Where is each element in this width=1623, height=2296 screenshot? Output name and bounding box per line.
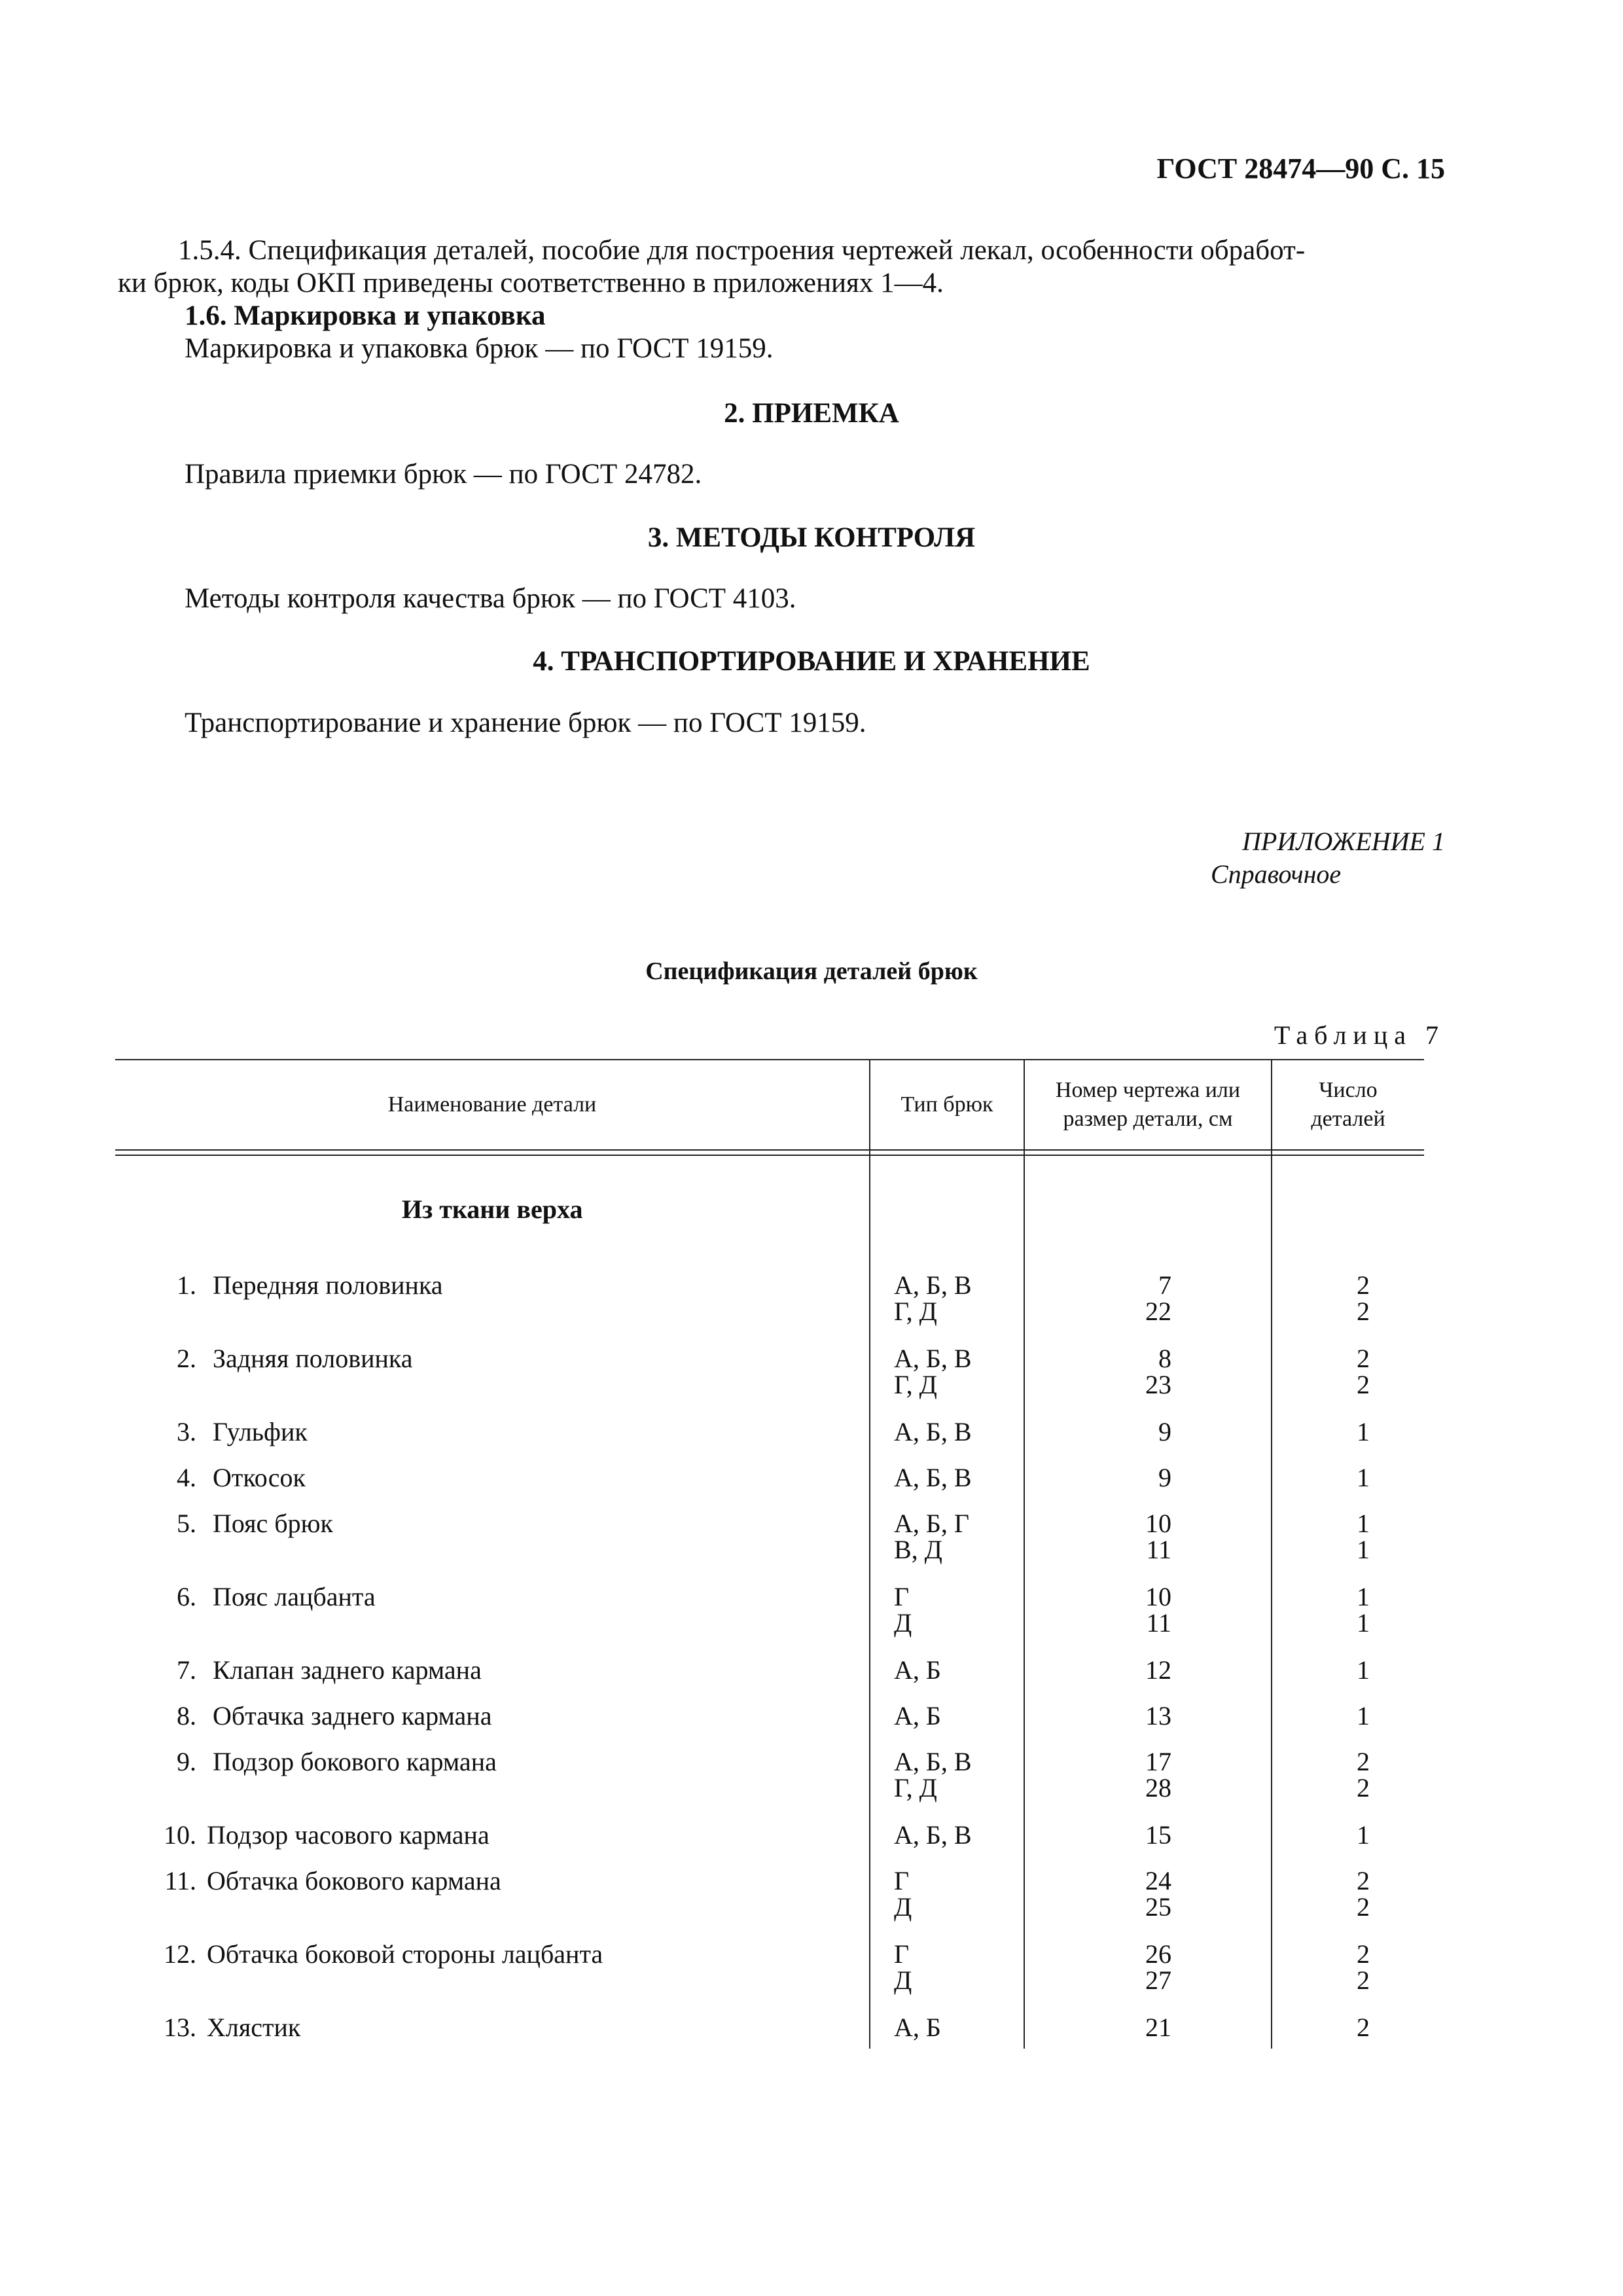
header-name: Наименование детали <box>387 1092 597 1117</box>
row-name: Обтачка заднего кармана <box>213 1701 492 1731</box>
table-col-divider-3 <box>1271 1059 1272 2049</box>
header-type: Тип брюк <box>901 1092 993 1117</box>
row-drawing: 27 <box>1145 1965 1171 1995</box>
row-count: 2 <box>1357 1747 1370 1776</box>
row-name: Пояс брюк <box>213 1509 333 1538</box>
row-drawing: 11 <box>1146 1608 1171 1638</box>
row-drawing: 26 <box>1145 1939 1171 1969</box>
row-count: 2 <box>1357 1773 1370 1803</box>
section-4-title: 4. ТРАНСПОРТИРОВАНИЕ И ХРАНЕНИЕ <box>533 646 1090 677</box>
row-count: 2 <box>1357 1297 1370 1326</box>
row-count: 1 <box>1357 1820 1370 1850</box>
row-name: Гульфик <box>213 1417 308 1446</box>
row-name: Хлястик <box>207 2013 301 2042</box>
row-type: Г <box>894 1939 910 1969</box>
row-type: А, Б <box>894 1701 941 1731</box>
row-number: 2. <box>177 1344 196 1373</box>
row-count: 1 <box>1357 1701 1370 1731</box>
paragraph-1-5-4-line1: 1.5.4. Спецификация деталей, пособие для построения чертежей лекал, особенности обработ- <box>178 235 1306 266</box>
row-number: 5. <box>177 1509 196 1538</box>
row-number: 13. <box>164 2013 196 2042</box>
row-type: В, Д <box>894 1535 942 1564</box>
section-3-text: Методы контроля качества брюк — по ГОСТ 4103. <box>185 583 796 614</box>
table-label: Таблица 7 <box>1274 1020 1445 1050</box>
row-drawing: 9 <box>1158 1463 1171 1492</box>
appendix-subtitle: Справочное <box>1211 859 1342 889</box>
row-name: Подзор бокового кармана <box>213 1747 497 1776</box>
row-count: 2 <box>1357 1939 1370 1969</box>
row-count: 1 <box>1357 1463 1370 1492</box>
row-type: А, Б, В <box>894 1417 972 1446</box>
row-count: 1 <box>1357 1509 1370 1538</box>
section-1-6-text: Маркировка и упаковка брюк — по ГОСТ 19159. <box>185 333 774 364</box>
row-type: Д <box>894 1892 912 1922</box>
row-number: 11. <box>164 1866 196 1895</box>
row-type: А, Б, В <box>894 1270 972 1300</box>
row-count: 2 <box>1357 1370 1370 1399</box>
row-type: А, Б, В <box>894 1344 972 1373</box>
row-type: Г <box>894 1866 910 1895</box>
row-name: Передняя половинка <box>213 1270 443 1300</box>
row-drawing: 25 <box>1145 1892 1171 1922</box>
row-type: А, Б <box>894 1655 941 1685</box>
page-header: ГОСТ 28474—90 С. 15 <box>1156 152 1445 185</box>
table-header-border-1 <box>115 1149 1424 1151</box>
header-count: Число деталей <box>1311 1078 1385 1131</box>
row-count: 2 <box>1357 1270 1370 1300</box>
row-type: А, Б, В <box>894 1747 972 1776</box>
row-number: 4. <box>177 1463 196 1492</box>
row-drawing: 28 <box>1145 1773 1171 1803</box>
row-count: 2 <box>1357 2013 1370 2042</box>
table-title: Спецификация деталей брюк <box>645 958 978 985</box>
row-type: Г <box>894 1582 910 1611</box>
section-1-6-title: 1.6. Маркировка и упаковка <box>185 300 546 331</box>
row-name: Клапан заднего кармана <box>213 1655 482 1685</box>
row-drawing: 22 <box>1145 1297 1171 1326</box>
section-4-text: Транспортирование и хранение брюк — по ГОСТ 19159. <box>185 708 866 738</box>
row-number: 8. <box>177 1701 196 1731</box>
row-drawing: 24 <box>1145 1866 1171 1895</box>
row-number: 9. <box>177 1747 196 1776</box>
row-type: А, Б, Г <box>894 1509 969 1538</box>
row-name: Подзор часового кармана <box>207 1820 490 1850</box>
row-name: Обтачка боковой стороны лацбанта <box>207 1939 603 1969</box>
row-count: 2 <box>1357 1866 1370 1895</box>
row-drawing: 7 <box>1158 1270 1171 1300</box>
row-type: Г, Д <box>894 1297 937 1326</box>
row-number: 7. <box>177 1655 196 1685</box>
row-number: 12. <box>164 1939 196 1969</box>
row-type: Г, Д <box>894 1773 937 1803</box>
row-drawing: 11 <box>1146 1535 1171 1564</box>
row-count: 1 <box>1357 1535 1370 1564</box>
row-name: Откосок <box>213 1463 306 1492</box>
row-number: 10. <box>164 1820 196 1850</box>
row-drawing: 15 <box>1145 1820 1171 1850</box>
row-drawing: 12 <box>1145 1655 1171 1685</box>
row-drawing: 9 <box>1158 1417 1171 1446</box>
row-count: 1 <box>1357 1417 1370 1446</box>
row-name: Задняя половинка <box>213 1344 413 1373</box>
row-drawing: 8 <box>1158 1344 1171 1373</box>
section-2-title: 2. ПРИЕМКА <box>724 398 899 429</box>
row-type: А, Б, В <box>894 1463 972 1492</box>
row-type: Д <box>894 1608 912 1638</box>
header-drawing: Номер чертежа или размер детали, см <box>1055 1078 1241 1131</box>
row-type: Д <box>894 1965 912 1995</box>
row-count: 1 <box>1357 1608 1370 1638</box>
row-count: 2 <box>1357 1892 1370 1922</box>
row-type: А, Б <box>894 2013 941 2042</box>
table-header-border-2 <box>115 1155 1424 1156</box>
row-drawing: 17 <box>1145 1747 1171 1776</box>
section-2-text: Правила приемки брюк — по ГОСТ 24782. <box>185 459 702 490</box>
row-drawing: 21 <box>1145 2013 1171 2042</box>
row-count: 1 <box>1357 1582 1370 1611</box>
paragraph-1-5-4-line2: ки брюк, коды ОКП приведены соответственно в приложениях 1—4. <box>118 268 944 298</box>
row-count: 2 <box>1357 1965 1370 1995</box>
group-title: Из ткани верха <box>402 1194 583 1224</box>
row-number: 3. <box>177 1417 196 1446</box>
row-type: Г, Д <box>894 1370 937 1399</box>
section-3-title: 3. МЕТОДЫ КОНТРОЛЯ <box>647 522 976 553</box>
row-number: 1. <box>177 1270 196 1300</box>
row-drawing: 23 <box>1145 1370 1171 1399</box>
row-count: 2 <box>1357 1344 1370 1373</box>
row-count: 1 <box>1357 1655 1370 1685</box>
row-type: А, Б, В <box>894 1820 972 1850</box>
table-col-divider-2 <box>1024 1059 1025 2049</box>
appendix-title: ПРИЛОЖЕНИЕ 1 <box>1242 827 1445 856</box>
row-drawing: 13 <box>1145 1701 1171 1731</box>
table-col-divider-1 <box>869 1059 870 2049</box>
row-drawing: 10 <box>1145 1509 1171 1538</box>
row-name: Обтачка бокового кармана <box>207 1866 501 1895</box>
row-number: 6. <box>177 1582 196 1611</box>
row-drawing: 10 <box>1145 1582 1171 1611</box>
row-name: Пояс лацбанта <box>213 1582 376 1611</box>
